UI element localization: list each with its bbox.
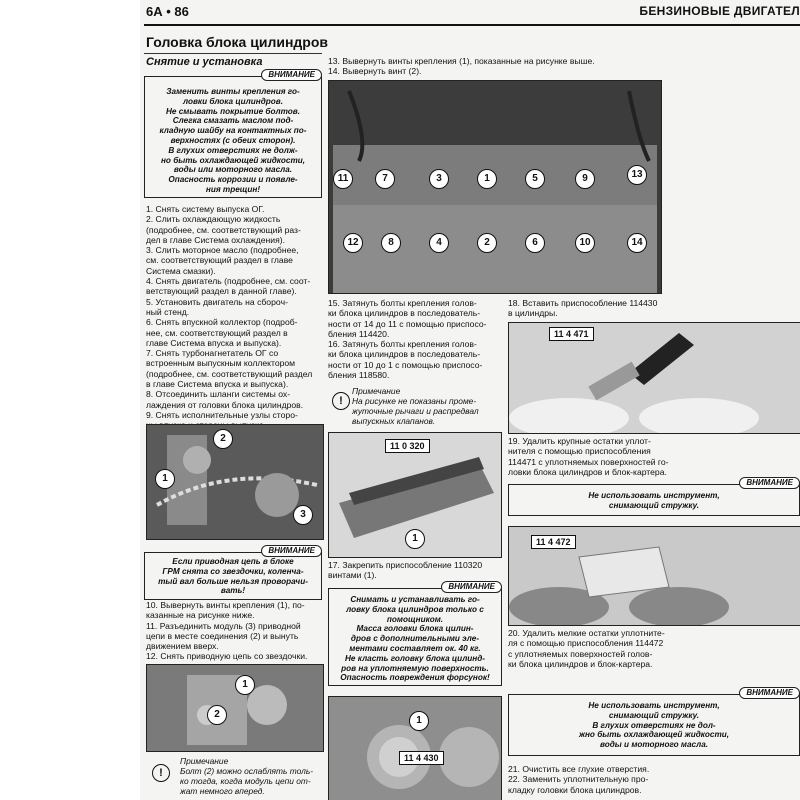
note-left: [180, 756, 330, 796]
step-line: с уплотняемых поверхностей голов-: [508, 648, 653, 659]
step-line: 12. Снять приводную цепь со звездочки.: [146, 651, 308, 662]
warning-line: ГРМ снята со звездочки, коленча-: [162, 566, 304, 576]
step-line: ности от 10 до 1 с помощью приспосо-: [328, 359, 483, 370]
subsection-title: Снятие и установка: [146, 56, 263, 68]
page-number: 6А • 86: [146, 4, 189, 19]
bolt-number: 5: [525, 169, 545, 189]
steps-left: [146, 204, 322, 431]
step-line: кладку головки блока цилиндров.: [508, 784, 642, 795]
steps-mid: [328, 298, 500, 380]
callout-number: 1: [235, 675, 255, 695]
bolt-number: 1: [477, 169, 497, 189]
section-title: БЕНЗИНОВЫЕ ДВИГАТЕЛ: [639, 4, 800, 18]
warning-line: кладную шайбу на контактных по-: [159, 126, 307, 136]
step-line: лаждения от головки блока цилиндров.: [146, 399, 304, 410]
step-line: казанные на рисунке ниже.: [146, 610, 255, 621]
step-line: ности от 14 до 11 с помощью приспосо-: [328, 318, 487, 329]
warning-line: Заменить винты крепления го-: [166, 87, 300, 96]
warning-tag: ВНИМАНИЕ: [739, 687, 800, 699]
bolt-number: 7: [375, 169, 395, 189]
note-line: ко тогда, когда модуль цепи от-: [180, 776, 311, 786]
step-line: бления 114420.: [328, 328, 390, 339]
warning-line: ловку блока цилиндров только с: [346, 604, 484, 614]
warning-line: Если приводная цепь в блоке: [172, 557, 294, 566]
warning-line: В глухих отверстиях не долж-: [168, 145, 298, 155]
callout-number: 3: [293, 505, 313, 525]
title-underline: [144, 53, 322, 54]
step-line: 10. Вывернуть винты крепления (1), по-: [146, 600, 305, 610]
exclamation-icon: !: [332, 392, 350, 410]
warning-tag: ВНИМАНИЕ: [441, 581, 502, 593]
bolt-number: 11: [333, 169, 353, 189]
step-line: 5. Установить двигатель на сборoч-: [146, 296, 288, 307]
step-line: ловки блока цилиндров и блок-картера.: [508, 466, 667, 477]
bolt-number: 3: [429, 169, 449, 189]
step-line: 1. Снять систему выпуска ОГ.: [146, 204, 265, 214]
photo-cylinder-head: [328, 80, 662, 294]
warning-line: воды или моторного масла.: [173, 165, 293, 175]
tool-label: 11 4 430: [399, 751, 444, 765]
step-line: дел в главе Система охлаждения).: [146, 234, 286, 245]
steps-mid-top: [328, 56, 658, 77]
warning-line: ния трещин!: [205, 184, 261, 194]
warning-line: помощником.: [386, 614, 444, 624]
warning-line: В глухих отверстиях не дол-: [592, 720, 716, 730]
warning-line: дров с дополнительными элe-: [350, 634, 480, 644]
step-line: 3. Слить моторное масло (подробнее,: [146, 245, 299, 256]
note-line: На рисунке не показаны проме-: [352, 396, 477, 406]
note-line: выпускных клапанов.: [352, 416, 436, 426]
warning-box-4: [508, 478, 800, 516]
chain-detail-illustration: [147, 665, 323, 751]
warning-line: верхностях (с обеих сторон).: [170, 135, 296, 145]
page-title: Головка блока цилиндров: [146, 34, 328, 50]
step-line: 22. Заменить уплотнительную про-: [508, 774, 649, 785]
step-line: в главе Система впуска и выпуска).: [146, 379, 289, 390]
step-line: главе Система впуска и выпуска).: [146, 337, 282, 348]
photo-tool-114430: [328, 696, 502, 800]
step-line: 9. Снять исполнительные узлы сторо-: [146, 409, 298, 420]
header-rule: [144, 24, 800, 26]
page-header: [140, 4, 800, 22]
warning-line: ментами составляет ок. 40 кг.: [349, 643, 481, 653]
tool-label: 11 0 320: [385, 439, 430, 453]
warning-line: Не класть головку блока цилинд-: [344, 653, 486, 663]
note-mid: [352, 386, 502, 426]
step-line: 20. Удалить мелкие остатки уплотните-: [508, 628, 665, 638]
callout-number: 1: [405, 529, 425, 549]
warning-box-1: [144, 70, 322, 198]
photo-chain-module: [146, 424, 324, 540]
warning-tag: ВНИМАНИЕ: [739, 477, 800, 489]
bolt-number: 6: [525, 233, 545, 253]
warning-box-5: [508, 688, 800, 756]
callout-number: 1: [409, 711, 429, 731]
step-line: 2. Слить охлаждающую жидкость: [146, 214, 281, 225]
step-line: ветствующий раздел в данной главе).: [146, 286, 297, 297]
warning-line: Опасность коррозии и появле-: [168, 175, 298, 185]
step-line: 15. Затянуть болты крепления голов-: [328, 298, 477, 308]
warning-line: ловки блока цилиндров.: [183, 96, 283, 106]
warning-line: вать!: [220, 586, 246, 596]
manual-page: [140, 0, 800, 800]
warning-line: Не смывать покрытие болтов.: [166, 106, 300, 116]
step-line: ля с помощью приспособления 114472: [508, 638, 664, 649]
step-19: [508, 436, 800, 477]
warning-line: снимающий стружку.: [608, 500, 700, 510]
warning-line: Не использовать инструмент,: [588, 491, 720, 500]
tool-label: 11 4 471: [549, 327, 594, 341]
step-line: 7. Снять турбонагнетатель ОГ со: [146, 348, 279, 359]
step-line: ки блока цилиндров в последователь-: [328, 349, 481, 360]
bolt-number: 8: [381, 233, 401, 253]
warning-line: Слегка смазать маслом под-: [172, 116, 294, 126]
bolt-number: 13: [627, 165, 647, 185]
step-line: винтами (1).: [328, 570, 377, 581]
warning-line: снимающий стружку.: [608, 710, 700, 720]
step-line: нителя с помощью приспособления: [508, 446, 651, 457]
callout-number: 2: [207, 705, 227, 725]
warning-line: жно быть охлаждающей жидкости,: [578, 730, 730, 740]
photo-chain-detail: [146, 664, 324, 752]
warning-tag: ВНИМАНИЕ: [261, 69, 322, 81]
step-18: [508, 298, 800, 319]
step-line: 17. Закрепить приспособление 110320: [328, 560, 483, 570]
warning-line: но быть охлаждающей жидкости,: [160, 155, 306, 165]
step-line: 11. Разъединить модуль (3) приводной: [146, 620, 301, 631]
tool-label: 11 4 472: [531, 535, 576, 549]
step-line: встроенным выпускным коллектором: [146, 358, 296, 369]
callout-number: 2: [213, 429, 233, 449]
step-line: (подробнее, см. соответствующий раз-: [146, 224, 301, 235]
step-line: Система смазки).: [146, 265, 216, 276]
step-17: [328, 560, 500, 581]
note-title: Примечание: [352, 386, 401, 396]
step-line: ки блока цилиндров и блок-картера.: [508, 658, 653, 669]
bolt-number: 4: [429, 233, 449, 253]
warning-box-3: [328, 582, 502, 686]
step-line: ки блока цилиндров в последователь-: [328, 308, 481, 319]
step-line: 19. Удалить крупные остатки уплот-: [508, 436, 651, 446]
warning-line: Не использовать инструмент,: [588, 701, 720, 710]
step-line: цепи в месте соединения (2) и вынуть: [146, 630, 299, 641]
note-line: жуточные рычаги и распредвал: [352, 406, 479, 416]
step-line: бления 118580.: [328, 370, 390, 381]
callout-number: 1: [155, 469, 175, 489]
steps-left-2: [146, 600, 322, 662]
step-line: см. соответствующий раздел в главе: [146, 255, 293, 266]
step-line: 4. Снять двигатель (подробнее, см. сoот-: [146, 276, 311, 287]
warning-line: Опасность повреждения форсунок!: [340, 673, 490, 683]
photo-tool-114471: [508, 322, 800, 434]
warning-box-2: [144, 546, 322, 600]
step-line: движением вверх.: [146, 641, 219, 652]
step-line: 13. Вывернуть винты крепления (1), показанные на рисунке выше.: [328, 56, 595, 66]
step-line: (подробнее, см. соответствующий раздел: [146, 368, 313, 379]
note-line: Болт (2) можно ослаблять толь-: [180, 766, 314, 776]
warning-line: Снимать и устанавливать го-: [350, 595, 480, 604]
step-line: 114471 с уплотняемых поверхностей го-: [508, 456, 669, 467]
note-title: Примечание: [180, 756, 229, 766]
warning-tag: ВНИМАНИЕ: [261, 545, 322, 557]
step-line: нее, см. соответствующий раздел в: [146, 327, 288, 338]
bolt-number: 10: [575, 233, 595, 253]
photo-tool-114472: [508, 526, 800, 626]
warning-line: ров на уплотняемую поверхность.: [341, 663, 489, 673]
bolt-number: 12: [343, 233, 363, 253]
step-line: 18. Вставить приспособление 114430: [508, 298, 658, 308]
step-line: 6. Снять впускной коллектор (подроб-: [146, 317, 298, 328]
step-line: ный стенд.: [146, 306, 190, 317]
bolt-number: 2: [477, 233, 497, 253]
warning-line: воды и моторного масла.: [599, 740, 709, 750]
step-line: в цилиндры.: [508, 308, 558, 319]
step-line: 16. Затянуть болты крепления голов-: [328, 339, 477, 350]
step-20: [508, 628, 800, 669]
warning-line: тый вал больше нельзя проворачи-: [158, 576, 308, 586]
bolt-number: 9: [575, 169, 595, 189]
step-line: 14. Вывернуть винт (2).: [328, 66, 422, 77]
step-line: 21. Очистить все глухие отверстия.: [508, 764, 650, 774]
warning-line: Масса головки блока цилин-: [356, 624, 474, 634]
exclamation-icon: !: [152, 764, 170, 782]
steps-right-end: [508, 764, 800, 795]
photo-tool-110320: [328, 432, 502, 558]
note-line: жат немного вперед.: [180, 786, 265, 796]
step-line: 8. Отсоединить шланги системы ох-: [146, 389, 291, 400]
bolt-number: 14: [627, 233, 647, 253]
